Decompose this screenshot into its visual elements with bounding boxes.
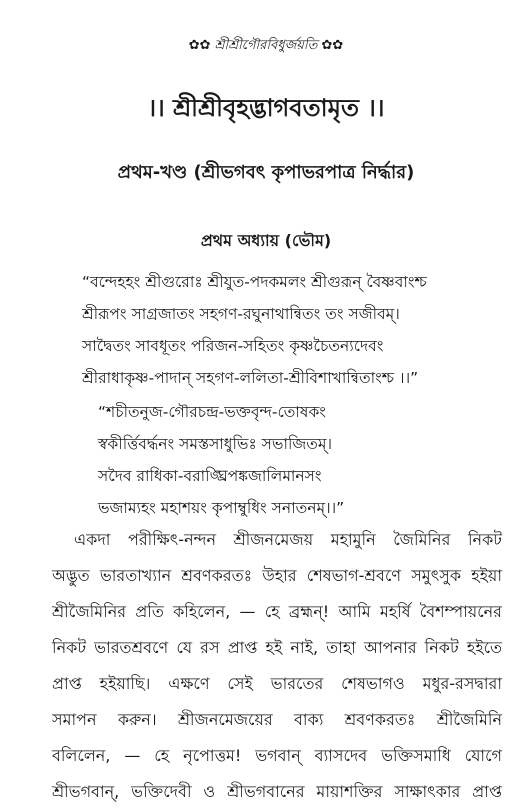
verse-line: “বন্দেহহং শ্রীগুরোঃ শ্রীযুত-পদকমলং শ্রীগুরূন্ বৈষ্ণবাংশ্চ	[82, 273, 427, 291]
part-title: প্রথম-খণ্ড (শ্রীভগবৎ কৃপাভরপাত্র নির্দ্ধার)	[117, 162, 415, 183]
invocation-verse-1	[82, 266, 427, 394]
verse-line: স্বকীর্ত্তিবর্দ্ধনং সমস্তসাধুভিঃ সভাজিতম্।	[98, 435, 333, 453]
verse-line: শ্রীরূপং সাগ্রজাতং সহগণ-রঘুনাথান্বিতং তং সজীবম্।	[82, 305, 400, 323]
paragraph-line: সমাপন করুন। শ্রীজনমেজয়ের বাক্য শ্রবণকরতঃ শ্রীজৈমিনি	[52, 710, 502, 729]
body-paragraph	[52, 522, 502, 810]
chapter-title: প্রথম অধ্যায় (ভৌম)	[200, 231, 332, 250]
book-title: ।। শ্রীশ্রীবৃহদ্ভাগবতামৃত ।।	[147, 94, 385, 122]
paragraph-line: অদ্ভুত ভারতাখ্যান শ্রবণকরতঃ উহার শেষভাগ-শ্রবণে সমুৎসুক হইয়া	[52, 566, 502, 585]
verse-line: সদৈব রাধিকা-বরাঙ্ঘ্রিপঙ্কজালিমানসং	[98, 467, 322, 485]
invocation-verse-2	[98, 396, 344, 524]
verse-line: সাদ্বৈতং সাবধূতং পরিজন-সহিতং কৃষ্ণচৈতন্যদেবং	[82, 337, 384, 355]
verse-line: শ্রীরাধাকৃষ্ণ-পাদান্ সহগণ-ললিতা-শ্রীবিশাখান্বিতাংশ্চ ।।”	[82, 369, 419, 387]
paragraph-line: একদা পরীক্ষিৎ-নন্দন শ্রীজনমেজয় মহামুনি জৈমিনির নিকট	[74, 530, 502, 549]
paragraph-line: নিকট ভারতশ্রবণে যে রস প্রাপ্ত হই নাই, তাহা আপনার নিকট হইতে	[52, 638, 502, 657]
paragraph-line: বলিলেন, — হে নৃপোত্তম! ভগবান্ ব্যাসদেব ভক্তিসমাধি যোগে	[52, 746, 502, 765]
verse-line: “শচীতনুজ-গৌরচন্দ্র-ভক্তবৃন্দ-তোষকং	[98, 403, 326, 421]
page-header: ✿✿ শ্রীশ্রীগৌরবিধুর্জয়তি ✿✿	[188, 38, 344, 53]
paragraph-line: প্রাপ্ত হইয়াছি। এক্ষণে সেই ভারতের শেষভাগও মধুর-রসদ্বারা	[52, 674, 502, 693]
verse-line: ভজাম্যহং মহাশয়ং কৃপাম্বুধিং সনাতনম্।।”	[98, 499, 345, 517]
paragraph-line: শ্রীভগবান্, ভক্তিদেবী ও শ্রীভগবানের মায়াশক্তির সাক্ষাৎকার প্রাপ্ত	[52, 782, 502, 801]
paragraph-line: শ্রীজৈমিনির প্রতি কহিলেন, — হে ব্রহ্মন্! আমি মহর্ষি বৈশম্পায়নের	[52, 602, 502, 621]
